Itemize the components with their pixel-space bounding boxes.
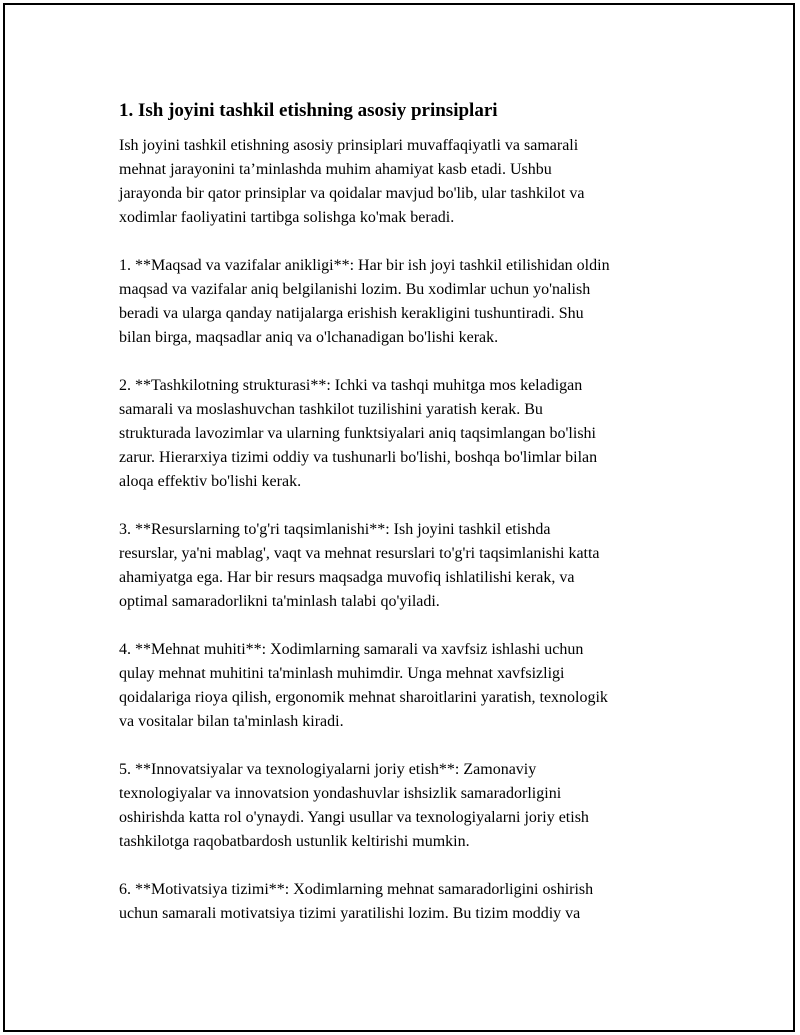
- text-line: maqsad va vazifalar aniq belgilanishi lozim. Bu xodimlar uchun yo'nalish: [119, 281, 591, 298]
- text-line: 1. **Maqsad va vazifalar anikligi**: Har bir ish joyi tashkil etilishidan oldin: [119, 257, 610, 274]
- paragraph-item-4: [119, 638, 699, 734]
- section-title: 1. Ish joyini tashkil etishning asosiy prinsiplari: [119, 100, 498, 121]
- text-line: 2. **Tashkilotning strukturasi**: Ichki va tashqi muhitga mos keladigan: [119, 377, 583, 394]
- text-line: jarayonda bir qator prinsiplar va qoidalar mavjud bo'lib, ular tashkilot va: [119, 185, 585, 202]
- text-line: bilan birga, maqsadlar aniq va o'lchanadigan bo'lishi kerak.: [119, 329, 499, 346]
- text-line: zarur. Hierarxiya tizimi oddiy va tushunarli bo'lishi, boshqa bo'limlar bilan: [119, 449, 598, 466]
- paragraph-item-5: [119, 758, 699, 854]
- text-line: resurslar, ya'ni mablag', vaqt va mehnat resurslari to'g'ri taqsimlanishi katta: [119, 545, 600, 562]
- text-line: xodimlar faoliyatini tartibga solishga ko'mak beradi.: [119, 209, 455, 226]
- paragraph-intro: [119, 134, 699, 230]
- text-line: tashkilotga raqobatbardosh ustunlik keltirishi mumkin.: [119, 833, 470, 850]
- text-line: 4. **Mehnat muhiti**: Xodimlarning samarali va xavfsiz ishlashi uchun: [119, 641, 584, 658]
- text-line: optimal samaradorlikni ta'minlash talabi qo'yiladi.: [119, 593, 440, 610]
- paragraph-item-2: [119, 374, 699, 494]
- text-line: va vositalar bilan ta'minlash kiradi.: [119, 713, 344, 730]
- text-line: oshirishda katta rol o'ynaydi. Yangi usullar va texnologiyalarni joriy etish: [119, 809, 589, 826]
- text-line: 5. **Innovatsiyalar va texnologiyalarni joriy etish**: Zamonaviy: [119, 761, 537, 778]
- text-line: qulay mehnat muhitini ta'minlash muhimdir. Unga mehnat xavfsizligi: [119, 665, 565, 682]
- paragraph-item-1: [119, 254, 699, 350]
- text-line: qoidalariga rioya qilish, ergonomik mehnat sharoitlarini yaratish, texnologik: [119, 689, 608, 706]
- document-content: [119, 99, 699, 950]
- text-line: samarali va moslashuvchan tashkilot tuzilishini yaratish kerak. Bu: [119, 401, 543, 418]
- text-line: strukturada lavozimlar va ularning funktsiyalari aniq taqsimlangan bo'lishi: [119, 425, 596, 442]
- text-line: texnologiyalar va innovatsion yondashuvlar ishsizlik samaradorligini: [119, 785, 562, 802]
- text-line: aloqa effektiv bo'lishi kerak.: [119, 473, 302, 490]
- document-page: [3, 3, 795, 1032]
- text-line: ahamiyatga ega. Har bir resurs maqsadga muvofiq ishlatilishi kerak, va: [119, 569, 575, 586]
- text-line: 3. **Resurslarning to'g'ri taqsimlanishi**: Ish joyini tashkil etishda: [119, 521, 551, 538]
- text-line: beradi va ularga qanday natijalarga erishish kerakligini tushuntiradi. Shu: [119, 305, 584, 322]
- paragraph-item-3: [119, 518, 699, 614]
- paragraph-item-6: [119, 878, 699, 926]
- text-line: mehnat jarayonini ta’minlashda muhim ahamiyat kasb etadi. Ushbu: [119, 161, 552, 178]
- text-line: uchun samarali motivatsiya tizimi yaratilishi lozim. Bu tizim moddiy va: [119, 905, 581, 922]
- text-line: 6. **Motivatsiya tizimi**: Xodimlarning mehnat samaradorligini oshirish: [119, 881, 594, 898]
- text-line: Ish joyini tashkil etishning asosiy prinsiplari muvaffaqiyatli va samarali: [119, 137, 579, 154]
